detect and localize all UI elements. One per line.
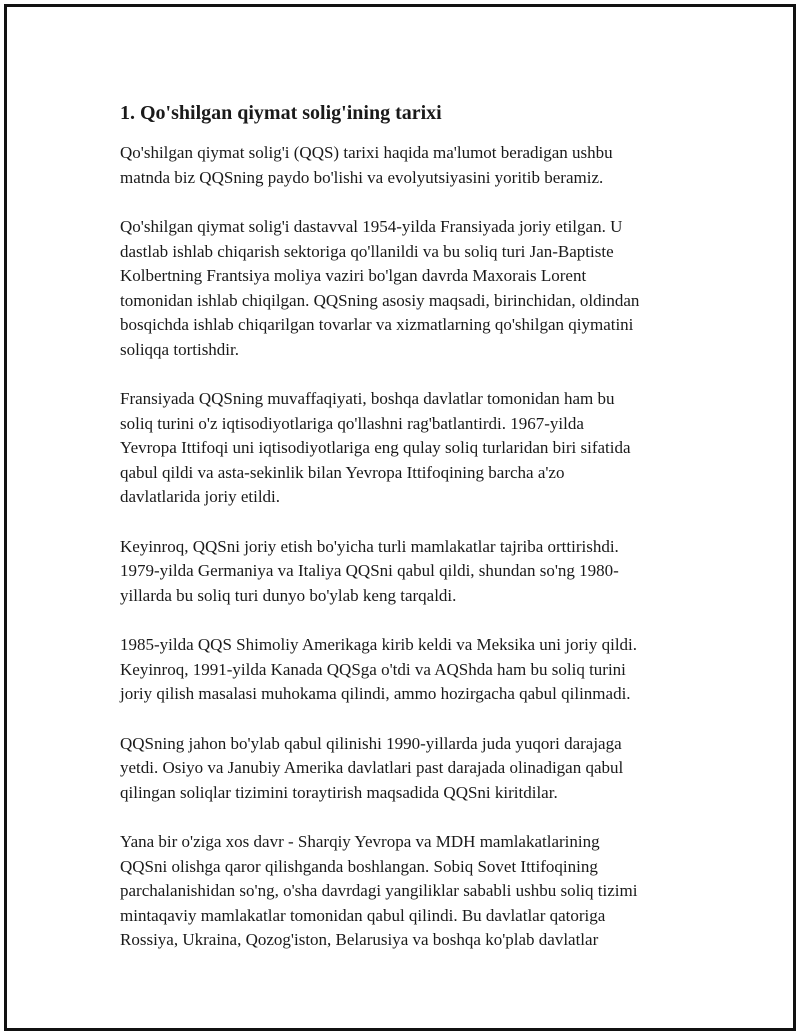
text-line: 1985-yilda QQS Shimoliy Amerikaga kirib keldi va Meksika uni joriy qildi. — [120, 635, 638, 654]
text-line: Yana bir o'ziga xos davr - Sharqiy Yevropa va MDH mamlakatlarining — [120, 832, 600, 851]
text-line: soliq turini o'z iqtisodiyotlariga qo'llashni rag'batlantirdi. 1967-yilda — [120, 413, 584, 433]
text-line: Qo'shilgan qiymat solig'i dastavval 1954-yilda Fransiyada joriy etilgan. U — [120, 217, 623, 236]
paragraph-europe — [120, 387, 700, 510]
text-line: qabul qildi va asta-sekinlik bilan Yevropa Ittifoqining barcha a'zo — [120, 462, 565, 482]
text-line: Keyinroq, 1991-yilda Kanada QQSga o'tdi va AQShda ham bu soliq turini — [120, 659, 626, 679]
paragraph-america — [120, 633, 700, 707]
paragraph-expansion — [120, 535, 700, 609]
paragraph-eastern-europe — [120, 830, 700, 953]
text-line: Kolbertning Frantsiya moliya vaziri bo'lgan davrda Maxorais Lorent — [120, 266, 587, 285]
text-line: Rossiya, Ukraina, Qozog'iston, Belarusiya va boshqa ko'plab davlatlar — [120, 930, 599, 949]
paragraph-global — [120, 732, 700, 806]
text-line: 1979-yilda Germaniya va Italiya QQSni qabul qildi, shundan so'ng 1980- — [120, 561, 619, 580]
text-line: QQSni olishga qaror qilishganda boshlangan. Sobiq Sovet Ittifoqining — [120, 856, 598, 876]
text-line: dastlab ishlab chiqarish sektoriga qo'llanildi va bu soliq turi Jan-Baptiste — [120, 241, 614, 261]
text-line: bosqichda ishlab chiqarilgan tovarlar va xizmatlarning qo'shilgan qiymatini — [120, 315, 634, 334]
text-line: Qo'shilgan qiymat solig'i (QQS) tarixi haqida ma'lumot beradigan ushbu — [120, 143, 613, 162]
text-line: tomonidan ishlab chiqilgan. QQSning asosiy maqsadi, birinchidan, oldindan — [120, 290, 640, 310]
text-line: joriy qilish masalasi muhokama qilindi, ammo hozirgacha qabul qilinmadi. — [120, 684, 631, 703]
paragraph-intro — [120, 141, 700, 190]
text-line: davlatlarida joriy etildi. — [120, 487, 281, 506]
section-heading: 1. Qo'shilgan qiymat solig'ining tarixi — [120, 102, 442, 124]
text-line: soliqqa tortishdir. — [120, 339, 239, 359]
paragraph-origin — [120, 215, 700, 362]
text-line: Fransiyada QQSning muvaffaqiyati, boshqa davlatlar tomonidan ham bu — [120, 389, 615, 408]
text-line: yetdi. Osiyo va Janubiy Amerika davlatlari past darajada olinadigan qabul — [120, 758, 624, 777]
text-line: mintaqaviy mamlakatlar tomonidan qabul qilindi. Bu davlatlar qatoriga — [120, 905, 606, 925]
text-line: qilingan soliqlar tizimini toraytirish maqsadida QQSni kiritdilar. — [120, 782, 558, 802]
page-frame — [4, 4, 796, 1031]
text-line: Yevropa Ittifoqi uni iqtisodiyotlariga eng qulay soliq turlaridan biri sifatida — [120, 438, 631, 457]
text-line: matnda biz QQSning paydo bo'lishi va evolyutsiyasini yoritib beramiz. — [120, 167, 604, 187]
text-line: yillarda bu soliq turi dunyo bo'ylab keng tarqaldi. — [120, 585, 457, 605]
text-line: QQSning jahon bo'ylab qabul qilinishi 1990-yillarda juda yuqori darajaga — [120, 733, 622, 753]
document-body — [120, 99, 700, 978]
text-line: Keyinroq, QQSni joriy etish bo'yicha turli mamlakatlar tajriba orttirishdi. — [120, 536, 619, 556]
text-line: parchalanishidan so'ng, o'sha davrdagi yangiliklar sababli ushbu soliq tizimi — [120, 881, 638, 900]
